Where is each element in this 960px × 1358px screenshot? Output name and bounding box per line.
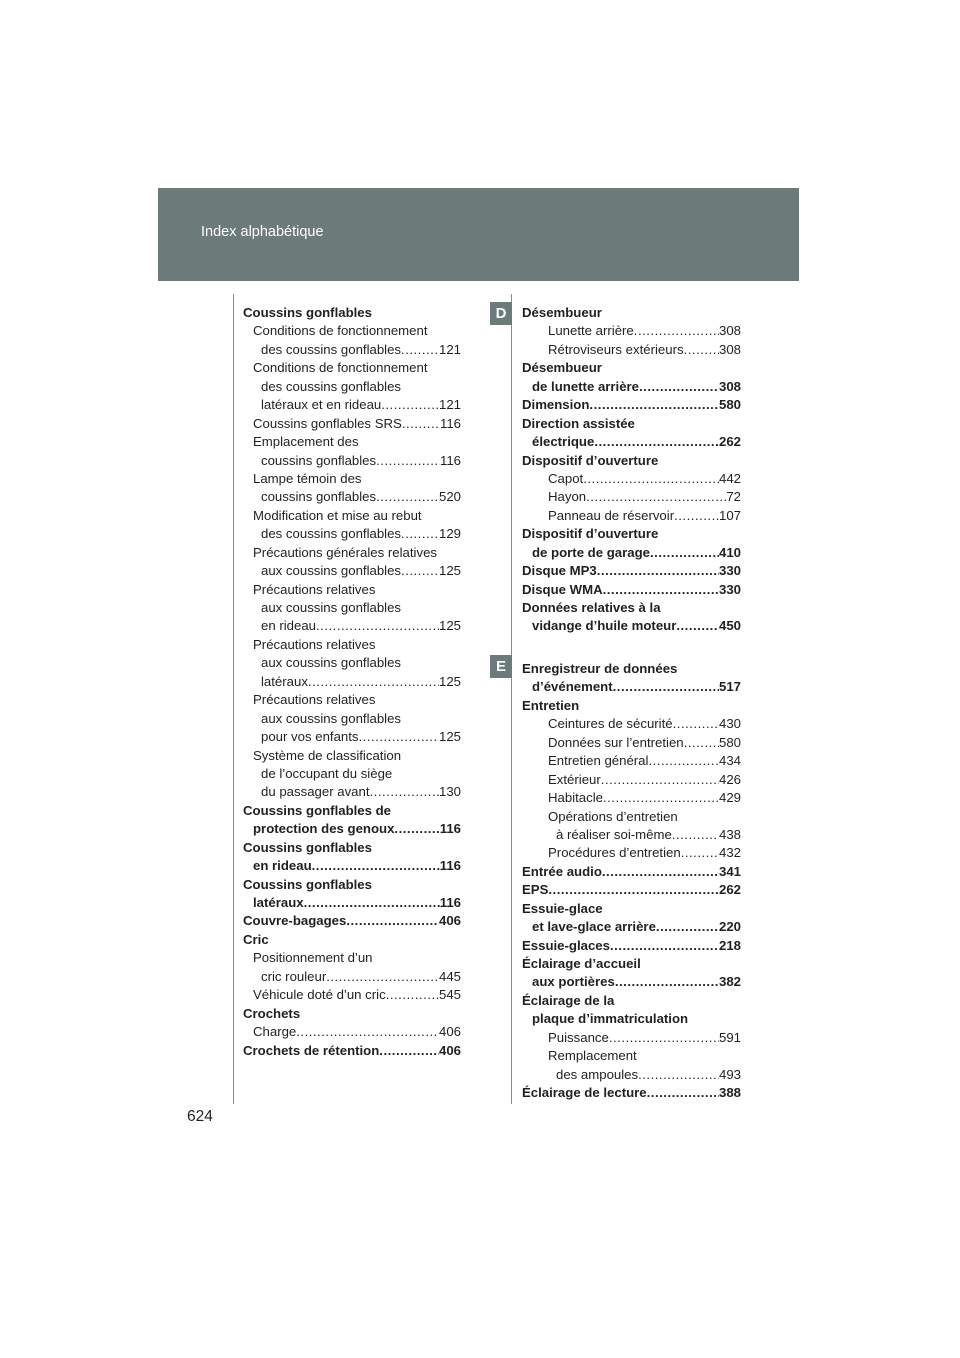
index-entry: Dispositif d’ouverture <box>522 452 659 468</box>
index-page-ref[interactable]: 262 <box>718 882 741 898</box>
index-page-ref[interactable]: 308 <box>718 323 741 339</box>
index-page-ref[interactable]: 438 <box>718 826 741 842</box>
index-entry[interactable] <box>522 863 741 881</box>
index-entry-text: Entrée audio <box>522 863 602 879</box>
index-entry: Enregistreur de données <box>522 661 678 676</box>
index-entry-text: Essuie-glaces <box>522 937 610 953</box>
index-entry[interactable] <box>522 715 741 733</box>
page-number: 624 <box>187 1108 213 1125</box>
index-page-ref[interactable]: 220 <box>718 919 741 935</box>
index-entry: Opérations d’entretien <box>548 808 678 824</box>
index-entry-text: Capot <box>548 470 584 486</box>
dot-leader <box>601 771 719 789</box>
index-page-ref[interactable]: 442 <box>718 470 741 486</box>
dot-leader <box>650 544 719 562</box>
index-entry[interactable] <box>243 912 461 930</box>
index-entry-text: Ceintures de sécurité <box>548 716 673 732</box>
index-page-ref[interactable]: 426 <box>718 771 741 787</box>
dot-leader <box>548 881 719 899</box>
index-entry[interactable] <box>522 544 741 562</box>
index-page-ref[interactable]: 125 <box>438 729 461 745</box>
index-page-ref[interactable]: 107 <box>718 507 741 523</box>
index-page-ref[interactable]: 382 <box>718 974 741 990</box>
index-page-ref[interactable]: 116 <box>439 821 461 837</box>
index-entry[interactable] <box>243 525 461 543</box>
index-page-ref[interactable]: 121 <box>438 341 461 357</box>
index-entry-text: des coussins gonflables <box>261 341 402 357</box>
index-entry-text: coussins gonflables <box>261 489 377 505</box>
dot-leader <box>583 470 719 488</box>
index-entry: Coussins gonflables de <box>243 802 392 818</box>
index-entry[interactable] <box>522 1066 741 1084</box>
index-entry: Lampe témoin des <box>253 470 362 486</box>
index-page-ref[interactable]: 493 <box>718 1066 741 1082</box>
index-page-ref[interactable]: 520 <box>438 489 461 505</box>
index-entry[interactable] <box>522 396 741 414</box>
index-entry-text: Coussins gonflables SRS <box>253 415 402 431</box>
index-entry-text: Rétroviseurs extérieurs <box>548 341 684 357</box>
index-page-ref[interactable]: 330 <box>718 563 741 579</box>
index-page-ref[interactable]: 262 <box>718 434 741 450</box>
index-entry[interactable] <box>243 894 461 912</box>
index-entry-text: aux portières <box>532 974 615 990</box>
dot-leader <box>402 415 440 433</box>
index-page-ref[interactable]: 308 <box>718 378 741 394</box>
index-entry[interactable] <box>522 937 741 955</box>
index-entry-text: Disque MP3 <box>522 563 597 579</box>
index-entry-text: des coussins gonflables <box>261 526 402 542</box>
index-entry: des coussins gonflables <box>261 378 402 394</box>
middle-rule <box>511 294 512 1104</box>
index-entry-text: du passager avant <box>261 784 370 800</box>
index-entry-text: Disque WMA <box>522 581 603 597</box>
index-entry[interactable] <box>243 673 461 691</box>
left-rule <box>233 294 234 1104</box>
index-entry-text: Crochets de rétention <box>243 1042 380 1058</box>
dot-leader <box>609 1029 719 1047</box>
index-page-ref[interactable]: 121 <box>438 397 461 413</box>
index-entry[interactable] <box>522 771 741 789</box>
index-entry: Direction assistée <box>522 415 635 431</box>
index-page-ref[interactable]: 116 <box>439 452 461 468</box>
dot-leader <box>304 894 440 912</box>
index-entry: Système de classification <box>253 747 402 763</box>
dot-leader <box>597 562 719 580</box>
index-entry: Conditions de fonctionnement <box>253 323 428 339</box>
index-entry-text: Entretien général <box>548 753 649 769</box>
dot-leader <box>586 488 726 506</box>
index-entry: Emplacement des <box>253 434 359 450</box>
index-entry[interactable] <box>243 820 461 838</box>
index-entry[interactable] <box>243 1042 461 1060</box>
index-page-ref[interactable]: 410 <box>718 544 741 560</box>
index-page-ref[interactable]: 116 <box>439 415 461 431</box>
dot-leader <box>381 396 439 414</box>
index-entry[interactable] <box>522 617 741 635</box>
index-entry-text: Couvre-bagages <box>243 913 347 929</box>
index-page-ref[interactable]: 218 <box>718 937 741 953</box>
index-page-ref[interactable]: 445 <box>438 968 461 984</box>
index-entry: plaque d’immatriculation <box>532 1011 689 1027</box>
index-page-ref[interactable]: 580 <box>718 734 741 750</box>
index-entry[interactable] <box>522 734 741 752</box>
index-entry[interactable] <box>522 826 741 844</box>
index-entry[interactable] <box>243 396 461 414</box>
index-entry-text: latéraux et en rideau <box>261 397 382 413</box>
index-entry[interactable] <box>243 857 461 875</box>
index-entry-text: de lunette arrière <box>532 378 640 394</box>
index-entry-text: coussins gonflables <box>261 452 377 468</box>
index-column-right-e <box>522 660 741 1103</box>
index-column-left <box>243 304 461 1060</box>
index-entry[interactable] <box>522 507 741 525</box>
dot-leader <box>370 783 439 801</box>
dot-leader <box>613 678 719 696</box>
dot-leader <box>684 341 719 359</box>
index-entry-text: pour vos enfants <box>261 729 359 745</box>
index-entry: Éclairage d’accueil <box>522 956 641 971</box>
index-entry[interactable] <box>522 433 741 451</box>
index-entry[interactable] <box>243 1023 461 1041</box>
dot-leader <box>312 857 440 875</box>
index-page-ref[interactable]: 450 <box>718 618 741 634</box>
index-page-ref[interactable]: 388 <box>718 1085 741 1101</box>
index-entry-text: Charge <box>253 1024 297 1040</box>
index-entry[interactable] <box>243 783 461 801</box>
index-page-ref[interactable]: 130 <box>438 784 461 800</box>
index-entry-text: et lave-glace arrière <box>532 919 656 935</box>
index-entry-text: d’événement <box>532 679 613 695</box>
index-entry: aux coussins gonflables <box>261 710 402 726</box>
dot-leader <box>401 562 439 580</box>
index-entry-text: des ampoules <box>556 1066 639 1082</box>
dot-leader <box>639 378 719 396</box>
index-entry[interactable] <box>522 1029 741 1047</box>
index-entry-text: protection des genoux <box>253 821 395 837</box>
index-entry-text: vidange d’huile moteur <box>532 618 677 634</box>
index-entry[interactable] <box>522 341 741 359</box>
index-entry[interactable] <box>243 986 461 1004</box>
index-entry-text: Puissance <box>548 1029 609 1045</box>
dot-leader <box>401 525 439 543</box>
index-entry-text: Habitacle <box>548 790 603 806</box>
dot-leader <box>638 1066 719 1084</box>
dot-leader <box>394 820 439 838</box>
dot-leader <box>602 863 719 881</box>
dot-leader <box>676 617 719 635</box>
dot-leader <box>326 968 439 986</box>
index-entry[interactable] <box>522 322 741 340</box>
index-page-ref[interactable]: 406 <box>438 1042 461 1058</box>
index-entry-text: Lunette arrière <box>548 323 634 339</box>
index-entry: Positionnement d’un <box>253 950 373 966</box>
dot-leader <box>589 396 719 414</box>
dot-leader <box>603 581 719 599</box>
dot-leader <box>684 734 719 752</box>
dot-leader <box>359 728 439 746</box>
index-entry[interactable] <box>243 488 461 506</box>
index-page-ref[interactable]: 545 <box>438 987 461 1003</box>
index-page-ref[interactable]: 429 <box>718 790 741 806</box>
index-entry: Précautions générales relatives <box>253 544 437 560</box>
index-entry[interactable] <box>522 678 741 696</box>
index-entry-text: Hayon <box>548 489 587 505</box>
index-entry: Précautions relatives <box>253 581 376 597</box>
index-entry: Crochets <box>243 1005 301 1021</box>
index-page-ref[interactable]: 432 <box>718 845 741 861</box>
index-entry[interactable] <box>243 562 461 580</box>
index-entry[interactable] <box>522 562 741 580</box>
index-entry[interactable] <box>522 1084 741 1102</box>
index-entry[interactable] <box>243 341 461 359</box>
index-entry: Données relatives à la <box>522 600 661 615</box>
section-tab-e[interactable]: E <box>490 655 512 678</box>
dot-leader <box>376 452 440 470</box>
dot-leader <box>656 918 719 936</box>
index-entry: Entretien <box>522 697 580 713</box>
index-entry: Désembueur <box>522 360 602 376</box>
index-entry: Désembueur <box>522 305 602 320</box>
dot-leader <box>610 937 719 955</box>
index-page-ref[interactable]: 591 <box>718 1029 741 1045</box>
index-entry-text: électrique <box>532 434 595 450</box>
index-page-ref[interactable]: 125 <box>438 563 461 579</box>
index-entry[interactable] <box>243 728 461 746</box>
index-entry[interactable] <box>522 470 741 488</box>
index-entry-text: Données sur l’entretien <box>548 734 684 750</box>
index-entry-text: Procédures d’entretien <box>548 845 681 861</box>
index-entry[interactable] <box>243 968 461 986</box>
index-entry-text: Dimension <box>522 397 590 413</box>
index-entry-text: Panneau de réservoir <box>548 507 675 523</box>
index-entry-text: de porte de garage <box>532 544 650 560</box>
dot-leader <box>386 986 439 1004</box>
index-entry[interactable] <box>243 452 461 470</box>
index-entry-text: Extérieur <box>548 771 601 787</box>
index-entry[interactable] <box>522 378 741 396</box>
header-title: Index alphabétique <box>201 224 324 240</box>
index-entry[interactable] <box>243 415 461 433</box>
dot-leader <box>681 844 719 862</box>
index-page-ref[interactable]: 430 <box>718 716 741 732</box>
index-entry: Cric <box>243 931 269 947</box>
index-entry-text: aux coussins gonflables <box>261 563 402 579</box>
index-page-ref[interactable]: 406 <box>438 1024 461 1040</box>
index-entry: Précautions relatives <box>253 692 376 708</box>
index-page-ref[interactable]: 341 <box>718 863 741 879</box>
section-tab-d[interactable]: D <box>490 302 512 325</box>
index-entry[interactable] <box>522 752 741 770</box>
dot-leader <box>379 1042 439 1060</box>
index-entry[interactable] <box>243 617 461 635</box>
index-entry: Coussins gonflables <box>243 876 372 892</box>
index-page-ref[interactable]: 517 <box>718 679 741 695</box>
index-page-ref[interactable]: 116 <box>439 858 461 874</box>
index-entry-text: latéraux <box>261 673 308 689</box>
index-entry-text: Éclairage de lecture <box>522 1085 647 1101</box>
index-entry: Dispositif d’ouverture <box>522 526 659 542</box>
index-entry: Conditions de fonctionnement <box>253 360 428 376</box>
index-entry[interactable] <box>522 918 741 936</box>
index-entry[interactable] <box>522 973 741 991</box>
index-entry: Essuie-glace <box>522 900 603 916</box>
index-page-ref[interactable]: 72 <box>726 489 741 505</box>
index-entry: Éclairage de la <box>522 992 615 1008</box>
index-column-right-d <box>522 304 741 636</box>
index-page-ref[interactable]: 116 <box>439 895 461 910</box>
index-entry: Remplacement <box>548 1048 637 1064</box>
dot-leader <box>296 1023 439 1041</box>
index-page-ref[interactable]: 580 <box>718 397 741 413</box>
dot-leader <box>316 617 439 635</box>
dot-leader <box>674 507 719 525</box>
dot-leader <box>673 715 719 733</box>
index-page-ref[interactable]: 330 <box>718 581 741 597</box>
index-entry: de l’occupant du siège <box>261 765 393 781</box>
index-entry: aux coussins gonflables <box>261 600 402 615</box>
index-page-ref[interactable]: 125 <box>438 673 461 689</box>
dot-leader <box>308 673 439 691</box>
index-entry-text: cric rouleur <box>261 968 327 984</box>
index-entry-text: latéraux <box>253 895 304 910</box>
index-page-ref[interactable]: 434 <box>718 753 741 769</box>
index-entry-text: EPS <box>522 882 549 898</box>
dot-leader <box>672 826 719 844</box>
dot-leader <box>615 973 719 991</box>
page-header <box>158 188 799 281</box>
index-entry[interactable] <box>522 881 741 899</box>
dot-leader <box>401 341 439 359</box>
index-page-ref[interactable]: 125 <box>438 618 461 634</box>
index-entry[interactable] <box>522 789 741 807</box>
index-entry-text: en rideau <box>253 858 312 874</box>
dot-leader <box>346 912 439 930</box>
dot-leader <box>634 322 719 340</box>
dot-leader <box>647 1084 719 1102</box>
index-page-ref[interactable]: 308 <box>718 341 741 357</box>
index-entry-text: en rideau <box>261 618 316 634</box>
dot-leader <box>376 488 439 506</box>
dot-leader <box>603 789 719 807</box>
index-entry: Coussins gonflables <box>243 839 372 855</box>
index-page-ref[interactable]: 406 <box>438 913 461 929</box>
index-entry-text: Véhicule doté d’un cric <box>253 987 386 1003</box>
dot-leader <box>648 752 719 770</box>
index-entry[interactable] <box>522 844 741 862</box>
dot-leader <box>594 433 719 451</box>
index-entry: Coussins gonflables <box>243 305 372 320</box>
index-entry[interactable] <box>522 488 741 506</box>
index-entry: Précautions relatives <box>253 636 376 652</box>
index-entry: Modification et mise au rebut <box>253 507 422 523</box>
index-entry-text: à réaliser soi-même <box>556 826 672 842</box>
index-entry[interactable] <box>522 581 741 599</box>
index-entry: aux coussins gonflables <box>261 655 402 671</box>
index-page-ref[interactable]: 129 <box>438 526 461 542</box>
